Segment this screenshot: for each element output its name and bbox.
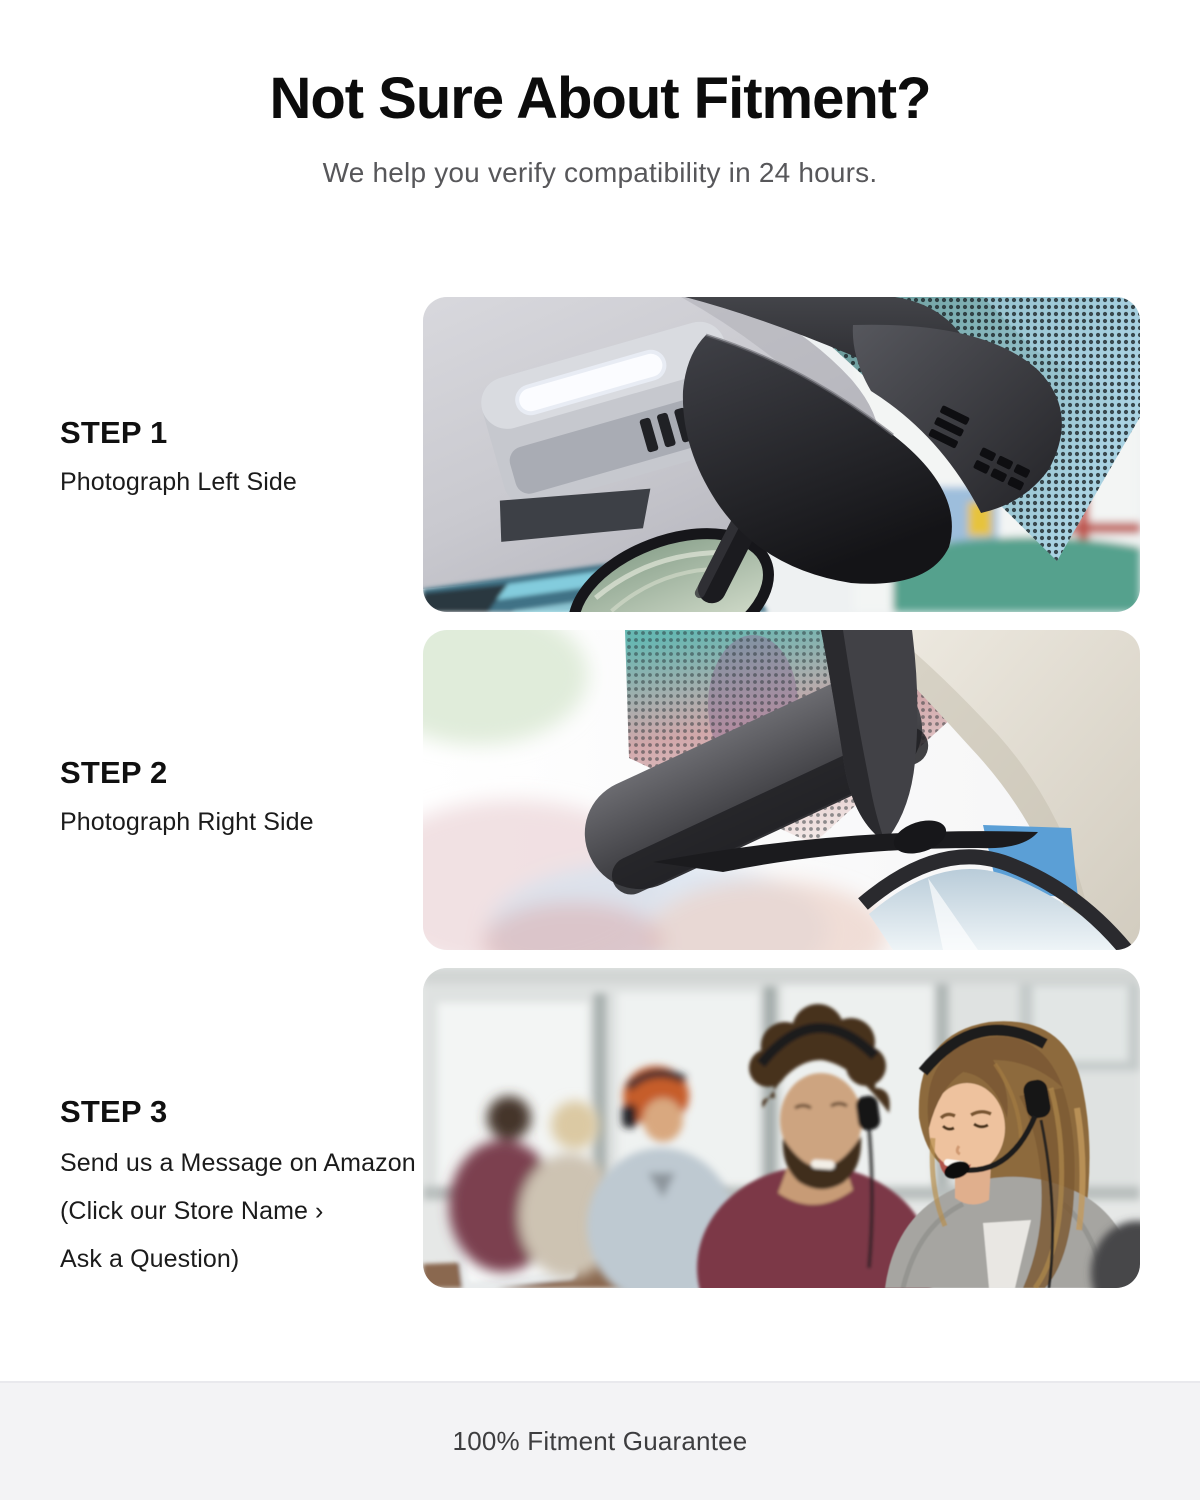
car-ceiling-left-photo [423, 297, 1140, 612]
step-3-line-2: (Click our Store Name › [60, 1197, 324, 1225]
page-subtitle: We help you verify compatibility in 24 hours. [322, 156, 878, 188]
support-team-photo [423, 968, 1140, 1288]
step-1-line: Photograph Left Side [60, 468, 297, 496]
header [0, 66, 1200, 189]
step-3-heading: STEP 3 [60, 1094, 168, 1129]
step-1-heading: STEP 1 [60, 415, 168, 450]
step-3-text-block [60, 1094, 440, 1274]
step-2-photo-card [423, 630, 1140, 950]
page-title: Not Sure About Fitment? [269, 66, 931, 131]
footer-band [0, 1381, 1200, 1500]
step-2-heading: STEP 2 [60, 755, 168, 790]
step-1-photo-card [423, 297, 1140, 612]
step-2-text-block [60, 755, 420, 837]
step-3-line-1: Send us a Message on Amazon [60, 1149, 416, 1177]
step-2-line: Photograph Right Side [60, 808, 314, 836]
step-1-text-block [60, 415, 420, 497]
step-3-line-3: Ask a Question) [60, 1245, 240, 1273]
car-ceiling-right-photo [423, 630, 1140, 950]
step-3-photo-card [423, 968, 1140, 1288]
footer-guarantee-text: 100% Fitment Guarantee [452, 1426, 748, 1456]
